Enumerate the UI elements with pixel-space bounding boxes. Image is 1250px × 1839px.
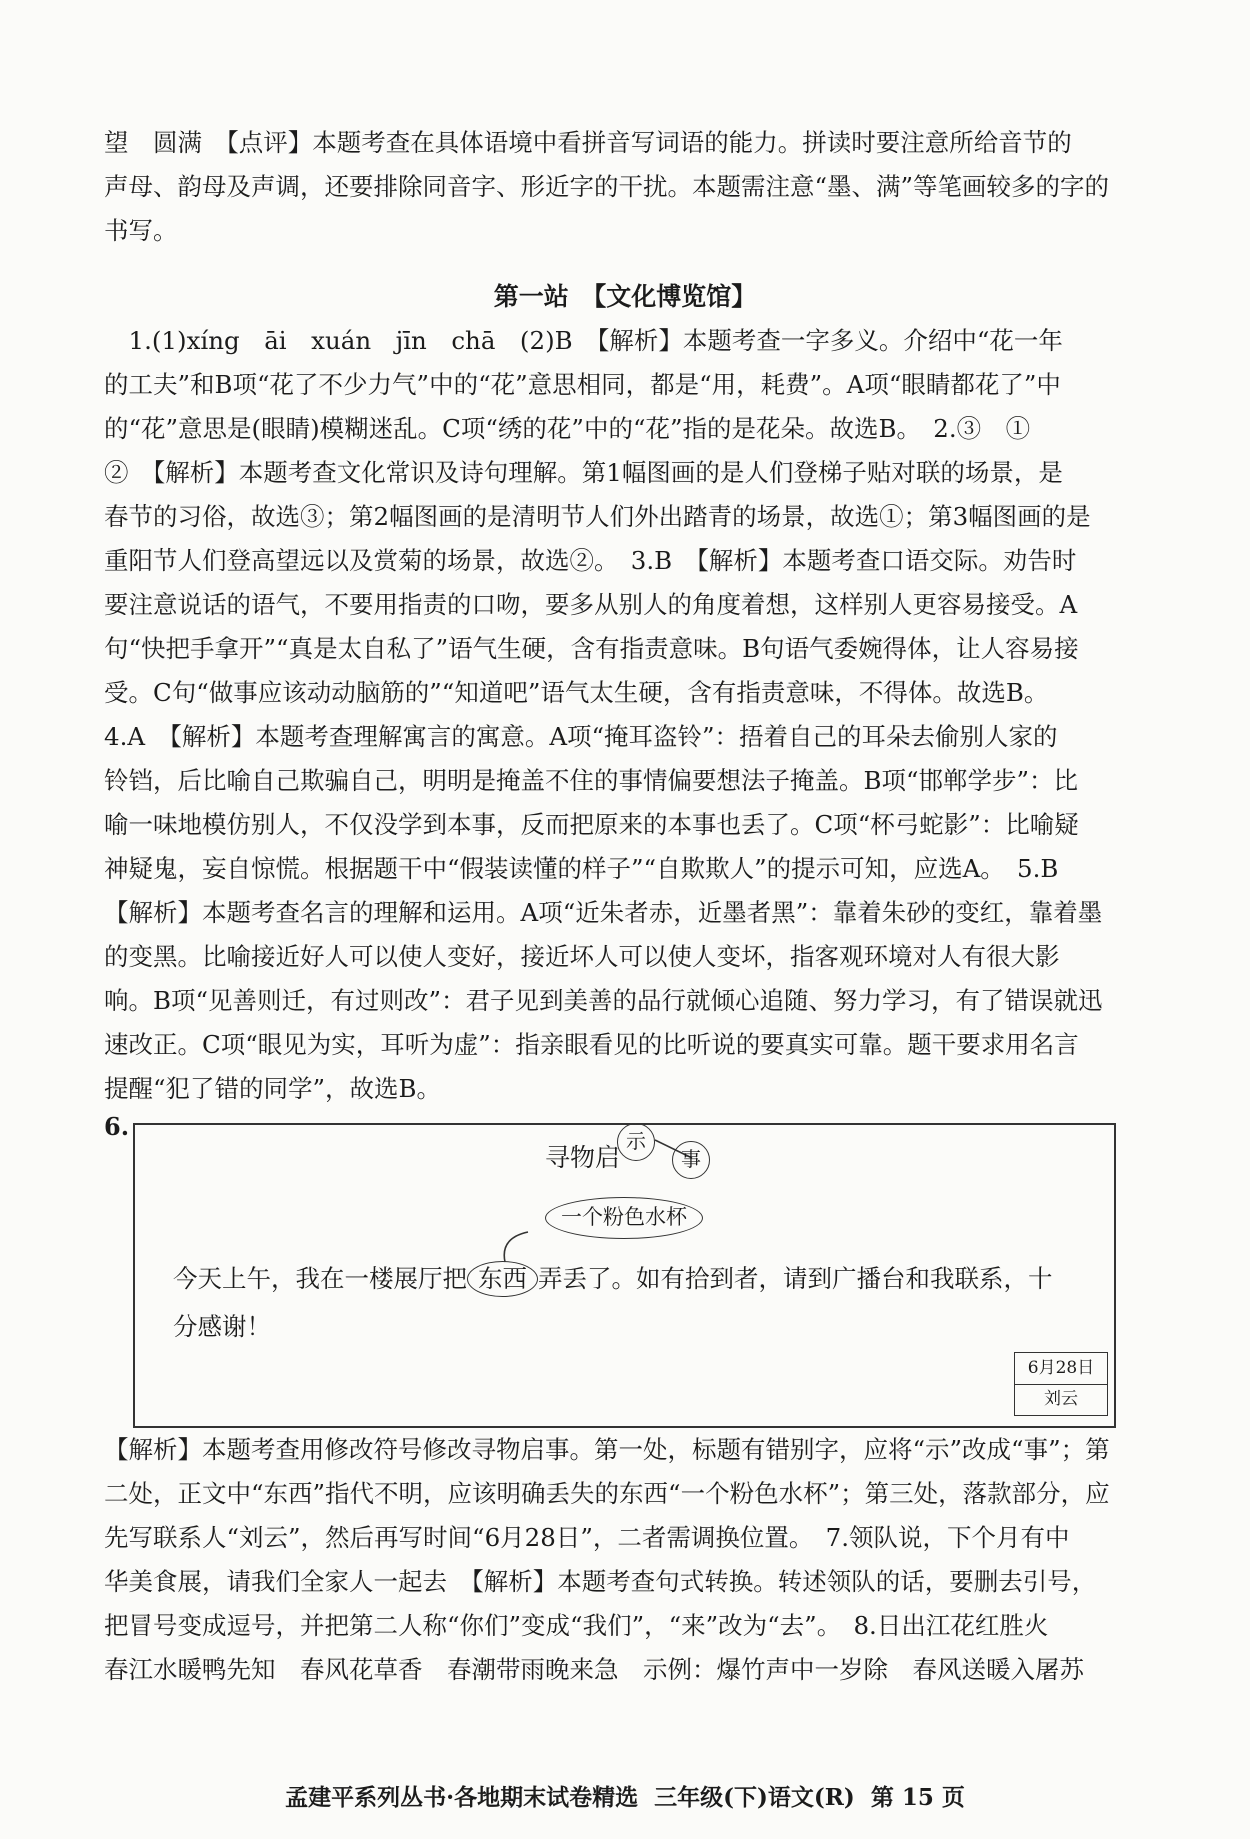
footer-grade: 三年级(下)语文(R) (654, 1784, 855, 1811)
page-footer (0, 1779, 1250, 1812)
text-line: 【解析】本题考查名言的理解和运用。A项“近朱者赤，近墨者黑”：靠着朱砂的变红，靠着墨 (104, 898, 1103, 927)
signature-date: 6月28日 (1015, 1353, 1107, 1385)
text-line: 的工夫”和B项“花了不少力气”中的“花”意思相同，都是“用，耗费”。A项“眼睛都花了”中 (104, 370, 1061, 399)
text-line: 受。C句“做事应该动动脑筋的”“知道吧”语气太生硬，含有指责意味，不得体。故选B。 (104, 678, 1049, 707)
text-line: 铃铛，后比喻自己欺骗自己，明明是掩盖不住的事情偏要想法子掩盖。B项“邯郸学步”：比 (104, 766, 1079, 795)
notice-body (173, 1255, 1108, 1351)
signature-name: 刘云 (1044, 1389, 1078, 1409)
signature-box (1014, 1352, 1108, 1416)
wrong-char-circle: 示 (617, 1123, 655, 1161)
text-line: 的变黑。比喻接近好人可以使人变好，接近坏人可以使人变坏，指客观环境对人有很大影 (104, 942, 1060, 971)
text-line: 重阳节人们登高望远以及赏菊的场景，故选②。 3.B 【解析】本题考查口语交际。劝告时 (104, 546, 1077, 575)
notice-body-line-1 (173, 1255, 1108, 1303)
insertion-text-oval: 一个粉色水杯 (545, 1197, 703, 1239)
text-line: 声母、韵母及声调，还要排除同音字、形近字的干扰。本题需注意“墨、满”等笔画较多的字的 (104, 172, 1110, 201)
text-line: 4.A 【解析】本题考查理解寓言的寓意。A项“掩耳盗铃”：捂着自己的耳朵去偷别人家的 (104, 722, 1058, 751)
notice-body-line-2: 分感谢！ (173, 1312, 271, 1341)
bottom-paragraph (104, 1428, 1116, 1692)
text-line: 二处，正文中“东西”指代不明，应该明确丢失的东西“一个粉色水杯”；第三处，落款部分，应 (104, 1479, 1110, 1508)
text-line: 先写联系人“刘云”，然后再写时间“6月28日”，二者需调换位置。 7.领队说，下个月有中 (104, 1523, 1070, 1552)
notice-body-after: 弄丢了。如有拾到者，请到广播台和我联系，十 (538, 1264, 1053, 1293)
footer-series: 孟建平系列丛书·各地期末试卷精选 (285, 1784, 639, 1811)
section-title: 第一站 【文化博览馆】 (493, 282, 757, 311)
text-line: 响。B项“见善则迁，有过则改”：君子见到美善的品行就倾心追随、努力学习，有了错误就迅 (104, 986, 1103, 1015)
text-line: 速改正。C项“眼见为实，耳听为虚”：指亲眼看见的比听说的要真实可靠。题干要求用名言 (104, 1030, 1079, 1059)
notice-body-before: 今天上午，我在一楼展厅把 (173, 1264, 467, 1293)
text-line: 句“快把手拿开”“真是太自私了”语气生硬，含有指责意味。B句语气委婉得体，让人容易接 (104, 634, 1079, 663)
notice-title-prefix: 寻物启 (545, 1143, 621, 1172)
text-line: 提醒“犯了错的同学”，故选B。 (104, 1074, 442, 1103)
text-line: 望 圆满 【点评】本题考查在具体语境中看拼音写词语的能力。拼读时要注意所给音节的 (104, 128, 1072, 157)
footer-page-number: 第 15 页 (870, 1784, 965, 1811)
text-line: 【解析】本题考查用修改符号修改寻物启事。第一处，标题有错别字，应将“示”改成“事”；第 (104, 1435, 1110, 1464)
text-line: 1.(1)xíng āi xuán jīn chā (2)B 【解析】本题考查一字多义。介绍中“花一年 (104, 326, 1063, 355)
correction-char-circle: 事 (672, 1141, 710, 1179)
text-line: ② 【解析】本题考查文化常识及诗句理解。第1幅图画的是人们登梯子贴对联的场景，是 (104, 458, 1063, 487)
text-line: 把冒号变成逗号，并把第二人称“你们”变成“我们”，“来”改为“去”。 8.日出江花红胜火 (104, 1611, 1049, 1640)
text-line: 的“花”意思是(眼睛)模糊迷乱。C项“绣的花”中的“花”指的是花朵。故选B。 2.③ ① (104, 414, 1031, 443)
text-line: 喻一味地模仿别人，不仅没学到本事，反而把原来的本事也丢了。C项“杯弓蛇影”：比喻疑 (104, 810, 1079, 839)
question-number: 6. (104, 1112, 130, 1141)
text-line: 春江水暖鸭先知 春风花草香 春潮带雨晚来急 示例：爆竹声中一岁除 春风送暖入屠苏 (104, 1655, 1084, 1684)
text-line: 春节的习俗，故选③；第2幅图画的是清明节人们外出踏青的场景，故选①；第3幅图画的是 (104, 502, 1091, 531)
text-line: 华美食展，请我们全家人一起去 【解析】本题考查句式转换。转述领队的话，要删去引号， (104, 1567, 1097, 1596)
text-line: 要注意说话的语气，不要用指责的口吻，要多从别人的角度着想，这样别人更容易接受。A (104, 590, 1078, 619)
text-line: 书写。 (104, 216, 178, 245)
text-line: 神疑鬼，妄自惊慌。根据题干中“假装读懂的样子”“自欺欺人”的提示可知，应选A。 5.B (104, 854, 1059, 883)
notice-title (545, 1138, 620, 1174)
circled-word: 东西 (467, 1261, 538, 1297)
